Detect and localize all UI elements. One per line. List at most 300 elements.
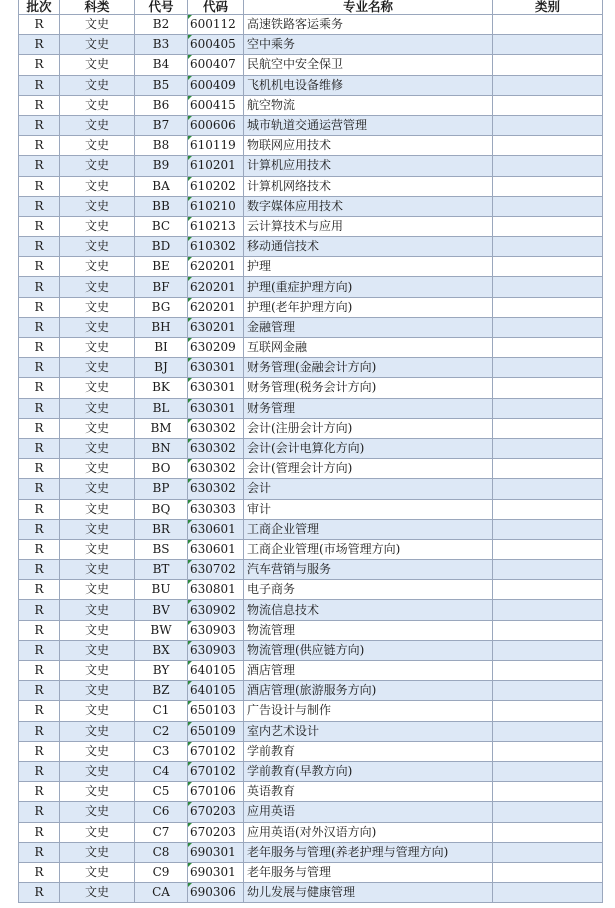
major-code-text: 630702 — [190, 562, 236, 577]
cell-category[interactable] — [493, 499, 603, 519]
cell-batch[interactable]: R — [19, 519, 60, 539]
cell-major-name[interactable]: 计算机应用技术 — [244, 156, 493, 176]
cell-major-name[interactable]: 护理(重症护理方向) — [244, 277, 493, 297]
cell-category[interactable] — [493, 95, 603, 115]
cell-major-name[interactable]: 学前教育(早教方向) — [244, 761, 493, 781]
cell-code[interactable]: B9 — [135, 156, 188, 176]
cell-batch[interactable]: R — [19, 297, 60, 317]
cell-category[interactable] — [493, 277, 603, 297]
cell-category[interactable] — [493, 580, 603, 600]
cell-major-code[interactable] — [188, 661, 244, 681]
cell-major-name[interactable]: 会计(会计电算化方向) — [244, 438, 493, 458]
cell-category[interactable] — [493, 398, 603, 418]
cell-subject[interactable]: 文史 — [60, 75, 135, 95]
cell-subject[interactable]: 文史 — [60, 297, 135, 317]
header-batch[interactable]: 批次 — [19, 0, 60, 15]
cell-subject[interactable]: 文史 — [60, 560, 135, 580]
cell-category[interactable] — [493, 883, 603, 903]
cell-major-code[interactable] — [188, 620, 244, 640]
cell-code[interactable]: C2 — [135, 721, 188, 741]
cell-code[interactable]: BG — [135, 297, 188, 317]
cell-major-code[interactable] — [188, 156, 244, 176]
cell-category[interactable] — [493, 338, 603, 358]
cell-batch[interactable]: R — [19, 237, 60, 257]
cell-code[interactable]: BU — [135, 580, 188, 600]
cell-subject[interactable]: 文史 — [60, 822, 135, 842]
cell-subject[interactable]: 文史 — [60, 237, 135, 257]
cell-subject[interactable]: 文史 — [60, 418, 135, 438]
cell-major-code[interactable] — [188, 479, 244, 499]
cell-major-name[interactable]: 计算机网络技术 — [244, 176, 493, 196]
cell-major-name[interactable]: 应用英语 — [244, 802, 493, 822]
cell-code[interactable]: BK — [135, 378, 188, 398]
text-number-warning-icon — [188, 378, 192, 382]
cell-category[interactable] — [493, 459, 603, 479]
cell-major-name[interactable]: 酒店管理 — [244, 661, 493, 681]
cell-category[interactable] — [493, 156, 603, 176]
cell-category[interactable] — [493, 761, 603, 781]
cell-major-code[interactable] — [188, 721, 244, 741]
header-major-name[interactable]: 专业名称 — [244, 0, 493, 15]
cell-batch[interactable]: R — [19, 701, 60, 721]
cell-major-name[interactable]: 云计算技术与应用 — [244, 216, 493, 236]
cell-code[interactable]: B4 — [135, 55, 188, 75]
cell-code[interactable]: B3 — [135, 35, 188, 55]
cell-code[interactable]: C8 — [135, 842, 188, 862]
cell-code[interactable]: BP — [135, 479, 188, 499]
cell-major-code[interactable] — [188, 883, 244, 903]
table-row — [19, 620, 603, 640]
text-number-warning-icon — [188, 257, 192, 261]
major-code-text: 620201 — [190, 259, 236, 274]
cell-category[interactable] — [493, 15, 603, 35]
cell-batch[interactable]: R — [19, 216, 60, 236]
cell-major-code[interactable] — [188, 761, 244, 781]
text-number-warning-icon — [188, 863, 192, 867]
cell-batch[interactable]: R — [19, 640, 60, 660]
cell-subject[interactable]: 文史 — [60, 55, 135, 75]
cell-major-name[interactable]: 应用英语(对外汉语方向) — [244, 822, 493, 842]
cell-batch[interactable]: R — [19, 479, 60, 499]
cell-code[interactable]: C3 — [135, 741, 188, 761]
header-subject[interactable]: 科类 — [60, 0, 135, 15]
cell-major-name[interactable]: 工商企业管理(市场管理方向) — [244, 539, 493, 559]
cell-major-name[interactable]: 广告设计与制作 — [244, 701, 493, 721]
cell-major-code[interactable] — [188, 75, 244, 95]
cell-batch[interactable]: R — [19, 55, 60, 75]
cell-subject[interactable]: 文史 — [60, 15, 135, 35]
header-code[interactable]: 代号 — [135, 0, 188, 15]
cell-category[interactable] — [493, 701, 603, 721]
cell-category[interactable] — [493, 802, 603, 822]
table-row — [19, 196, 603, 216]
cell-major-name[interactable]: 老年服务与管理(养老护理与管理方向) — [244, 842, 493, 862]
cell-subject[interactable]: 文史 — [60, 862, 135, 882]
cell-code[interactable]: BB — [135, 196, 188, 216]
cell-category[interactable] — [493, 842, 603, 862]
cell-batch[interactable]: R — [19, 883, 60, 903]
cell-category[interactable] — [493, 317, 603, 337]
cell-subject[interactable]: 文史 — [60, 681, 135, 701]
cell-code[interactable]: CA — [135, 883, 188, 903]
cell-major-name[interactable]: 汽车营销与服务 — [244, 560, 493, 580]
cell-major-name[interactable]: 会计 — [244, 479, 493, 499]
cell-subject[interactable]: 文史 — [60, 802, 135, 822]
cell-code[interactable]: C4 — [135, 761, 188, 781]
cell-subject[interactable]: 文史 — [60, 620, 135, 640]
text-number-warning-icon — [188, 540, 192, 544]
cell-subject[interactable]: 文史 — [60, 883, 135, 903]
cell-code[interactable]: BX — [135, 640, 188, 660]
cell-category[interactable] — [493, 438, 603, 458]
cell-batch[interactable]: R — [19, 681, 60, 701]
cell-major-name[interactable]: 酒店管理(旅游服务方向) — [244, 681, 493, 701]
cell-batch[interactable]: R — [19, 822, 60, 842]
cell-code[interactable]: C9 — [135, 862, 188, 882]
text-number-warning-icon — [188, 217, 192, 221]
cell-major-code[interactable] — [188, 216, 244, 236]
cell-major-name[interactable]: 移动通信技术 — [244, 237, 493, 257]
cell-batch[interactable]: R — [19, 338, 60, 358]
major-code-text: 630209 — [190, 340, 236, 355]
cell-batch[interactable]: R — [19, 620, 60, 640]
cell-batch[interactable]: R — [19, 600, 60, 620]
cell-major-name[interactable]: 财务管理(税务会计方向) — [244, 378, 493, 398]
table-row — [19, 156, 603, 176]
cell-subject[interactable]: 文史 — [60, 640, 135, 660]
cell-code[interactable]: BA — [135, 176, 188, 196]
cell-major-code[interactable] — [188, 55, 244, 75]
cell-major-code[interactable] — [188, 519, 244, 539]
cell-subject[interactable]: 文史 — [60, 95, 135, 115]
cell-category[interactable] — [493, 196, 603, 216]
text-number-warning-icon — [188, 399, 192, 403]
cell-subject[interactable]: 文史 — [60, 35, 135, 55]
text-number-warning-icon — [188, 298, 192, 302]
cell-major-code[interactable] — [188, 317, 244, 337]
cell-subject[interactable]: 文史 — [60, 600, 135, 620]
cell-major-code[interactable] — [188, 196, 244, 216]
cell-code[interactable]: BE — [135, 257, 188, 277]
cell-category[interactable] — [493, 822, 603, 842]
cell-batch[interactable]: R — [19, 741, 60, 761]
cell-major-code[interactable] — [188, 378, 244, 398]
cell-category[interactable] — [493, 661, 603, 681]
cell-code[interactable]: BJ — [135, 358, 188, 378]
cell-code[interactable]: BY — [135, 661, 188, 681]
cell-batch[interactable]: R — [19, 257, 60, 277]
cell-batch[interactable]: R — [19, 95, 60, 115]
cell-batch[interactable]: R — [19, 459, 60, 479]
cell-batch[interactable]: R — [19, 196, 60, 216]
text-number-warning-icon — [188, 500, 192, 504]
cell-code[interactable]: BO — [135, 459, 188, 479]
table-row — [19, 398, 603, 418]
cell-code[interactable]: BC — [135, 216, 188, 236]
cell-subject[interactable]: 文史 — [60, 136, 135, 156]
cell-code[interactable]: BT — [135, 560, 188, 580]
cell-subject[interactable]: 文史 — [60, 701, 135, 721]
cell-category[interactable] — [493, 782, 603, 802]
cell-major-code[interactable] — [188, 681, 244, 701]
cell-major-name[interactable]: 城市轨道交通运营管理 — [244, 115, 493, 135]
cell-subject[interactable]: 文史 — [60, 257, 135, 277]
cell-major-name[interactable]: 室内艺术设计 — [244, 721, 493, 741]
cell-code[interactable]: B6 — [135, 95, 188, 115]
cell-category[interactable] — [493, 216, 603, 236]
cell-subject[interactable]: 文史 — [60, 438, 135, 458]
major-code-text: 690301 — [190, 844, 236, 859]
cell-subject[interactable]: 文史 — [60, 277, 135, 297]
cell-major-name[interactable]: 英语教育 — [244, 782, 493, 802]
cell-batch[interactable]: R — [19, 418, 60, 438]
cell-code[interactable]: B7 — [135, 115, 188, 135]
cell-major-name[interactable]: 护理 — [244, 257, 493, 277]
cell-subject[interactable]: 文史 — [60, 459, 135, 479]
cell-batch[interactable]: R — [19, 115, 60, 135]
cell-major-code[interactable] — [188, 782, 244, 802]
cell-category[interactable] — [493, 257, 603, 277]
cell-major-name[interactable]: 互联网金融 — [244, 338, 493, 358]
cell-code[interactable]: C1 — [135, 701, 188, 721]
cell-category[interactable] — [493, 620, 603, 640]
cell-category[interactable] — [493, 75, 603, 95]
cell-batch[interactable]: R — [19, 661, 60, 681]
cell-major-code[interactable] — [188, 176, 244, 196]
cell-major-code[interactable] — [188, 237, 244, 257]
cell-major-code[interactable] — [188, 15, 244, 35]
cell-subject[interactable]: 文史 — [60, 661, 135, 681]
cell-major-name[interactable]: 学前教育 — [244, 741, 493, 761]
cell-major-name[interactable]: 工商企业管理 — [244, 519, 493, 539]
table-row — [19, 176, 603, 196]
cell-category[interactable] — [493, 136, 603, 156]
cell-batch[interactable]: R — [19, 842, 60, 862]
cell-batch[interactable]: R — [19, 539, 60, 559]
cell-code[interactable]: BD — [135, 237, 188, 257]
cell-major-name[interactable]: 金融管理 — [244, 317, 493, 337]
cell-subject[interactable]: 文史 — [60, 580, 135, 600]
cell-category[interactable] — [493, 741, 603, 761]
cell-major-name[interactable]: 民航空中安全保卫 — [244, 55, 493, 75]
cell-major-code[interactable] — [188, 560, 244, 580]
cell-major-code[interactable] — [188, 862, 244, 882]
cell-batch[interactable]: R — [19, 317, 60, 337]
cell-major-code[interactable] — [188, 499, 244, 519]
cell-subject[interactable]: 文史 — [60, 479, 135, 499]
major-code-text: 610202 — [190, 178, 236, 193]
cell-major-code[interactable] — [188, 539, 244, 559]
cell-major-name[interactable]: 财务管理(金融会计方向) — [244, 358, 493, 378]
cell-batch[interactable]: R — [19, 176, 60, 196]
cell-category[interactable] — [493, 600, 603, 620]
table-row — [19, 640, 603, 660]
cell-category[interactable] — [493, 519, 603, 539]
cell-subject[interactable]: 文史 — [60, 741, 135, 761]
cell-major-code[interactable] — [188, 741, 244, 761]
cell-batch[interactable]: R — [19, 499, 60, 519]
cell-major-code[interactable] — [188, 95, 244, 115]
cell-code[interactable]: C5 — [135, 782, 188, 802]
cell-subject[interactable]: 文史 — [60, 317, 135, 337]
cell-batch[interactable]: R — [19, 75, 60, 95]
cell-code[interactable]: BQ — [135, 499, 188, 519]
cell-major-code[interactable] — [188, 35, 244, 55]
cell-batch[interactable]: R — [19, 35, 60, 55]
header-major-code[interactable]: 代码 — [188, 0, 244, 15]
cell-code[interactable]: BV — [135, 600, 188, 620]
cell-batch[interactable]: R — [19, 398, 60, 418]
cell-category[interactable] — [493, 721, 603, 741]
cell-major-code[interactable] — [188, 277, 244, 297]
cell-code[interactable]: C6 — [135, 802, 188, 822]
cell-code[interactable]: BS — [135, 539, 188, 559]
cell-code[interactable]: BI — [135, 338, 188, 358]
cell-category[interactable] — [493, 115, 603, 135]
table-row — [19, 237, 603, 257]
cell-major-code[interactable] — [188, 580, 244, 600]
cell-major-name[interactable]: 财务管理 — [244, 398, 493, 418]
cell-subject[interactable]: 文史 — [60, 761, 135, 781]
cell-subject[interactable]: 文史 — [60, 842, 135, 862]
cell-subject[interactable]: 文史 — [60, 539, 135, 559]
cell-major-code[interactable] — [188, 822, 244, 842]
cell-major-code[interactable] — [188, 701, 244, 721]
cell-major-name[interactable]: 会计(管理会计方向) — [244, 459, 493, 479]
cell-code[interactable]: B2 — [135, 15, 188, 35]
cell-batch[interactable]: R — [19, 15, 60, 35]
cell-major-name[interactable]: 护理(老年护理方向) — [244, 297, 493, 317]
cell-category[interactable] — [493, 479, 603, 499]
text-number-warning-icon — [188, 338, 192, 342]
cell-batch[interactable]: R — [19, 277, 60, 297]
cell-major-code[interactable] — [188, 802, 244, 822]
cell-batch[interactable]: R — [19, 136, 60, 156]
cell-major-name[interactable]: 空中乘务 — [244, 35, 493, 55]
cell-code[interactable]: BH — [135, 317, 188, 337]
cell-code[interactable]: B5 — [135, 75, 188, 95]
cell-category[interactable] — [493, 176, 603, 196]
cell-batch[interactable]: R — [19, 802, 60, 822]
cell-subject[interactable]: 文史 — [60, 721, 135, 741]
cell-batch[interactable]: R — [19, 358, 60, 378]
cell-batch[interactable]: R — [19, 782, 60, 802]
cell-code[interactable]: BM — [135, 418, 188, 438]
cell-major-name[interactable]: 会计(注册会计方向) — [244, 418, 493, 438]
cell-major-name[interactable]: 物流信息技术 — [244, 600, 493, 620]
cell-major-code[interactable] — [188, 640, 244, 660]
cell-code[interactable]: C7 — [135, 822, 188, 842]
cell-major-name[interactable]: 物流管理(供应链方向) — [244, 640, 493, 660]
cell-category[interactable] — [493, 378, 603, 398]
cell-batch[interactable]: R — [19, 438, 60, 458]
table-row — [19, 479, 603, 499]
cell-code[interactable]: B8 — [135, 136, 188, 156]
cell-batch[interactable]: R — [19, 378, 60, 398]
cell-category[interactable] — [493, 681, 603, 701]
cell-category[interactable] — [493, 237, 603, 257]
cell-subject[interactable]: 文史 — [60, 176, 135, 196]
cell-batch[interactable]: R — [19, 761, 60, 781]
cell-subject[interactable]: 文史 — [60, 216, 135, 236]
cell-code[interactable]: BF — [135, 277, 188, 297]
cell-major-code[interactable] — [188, 338, 244, 358]
cell-subject[interactable]: 文史 — [60, 358, 135, 378]
cell-major-code[interactable] — [188, 842, 244, 862]
cell-category[interactable] — [493, 539, 603, 559]
cell-major-name[interactable]: 航空物流 — [244, 95, 493, 115]
cell-category[interactable] — [493, 358, 603, 378]
cell-subject[interactable]: 文史 — [60, 782, 135, 802]
cell-subject[interactable]: 文史 — [60, 338, 135, 358]
cell-major-code[interactable] — [188, 418, 244, 438]
cell-subject[interactable]: 文史 — [60, 196, 135, 216]
cell-major-name[interactable]: 高速铁路客运乘务 — [244, 15, 493, 35]
cell-code[interactable]: BR — [135, 519, 188, 539]
text-number-warning-icon — [188, 55, 192, 59]
cell-major-code[interactable] — [188, 600, 244, 620]
cell-category[interactable] — [493, 297, 603, 317]
cell-subject[interactable]: 文史 — [60, 499, 135, 519]
cell-subject[interactable]: 文史 — [60, 115, 135, 135]
cell-major-code[interactable] — [188, 257, 244, 277]
table-row — [19, 95, 603, 115]
major-code-text: 620201 — [190, 299, 236, 314]
major-code-text: 630601 — [190, 521, 236, 536]
cell-major-code[interactable] — [188, 297, 244, 317]
cell-batch[interactable]: R — [19, 560, 60, 580]
cell-major-code[interactable] — [188, 358, 244, 378]
cell-code[interactable]: BW — [135, 620, 188, 640]
cell-subject[interactable]: 文史 — [60, 398, 135, 418]
cell-major-name[interactable]: 物流管理 — [244, 620, 493, 640]
cell-batch[interactable]: R — [19, 580, 60, 600]
cell-category[interactable] — [493, 640, 603, 660]
cell-major-code[interactable] — [188, 136, 244, 156]
cell-major-name[interactable]: 物联网应用技术 — [244, 136, 493, 156]
cell-category[interactable] — [493, 35, 603, 55]
text-number-warning-icon — [188, 419, 192, 423]
cell-batch[interactable]: R — [19, 862, 60, 882]
cell-major-code[interactable] — [188, 459, 244, 479]
cell-subject[interactable]: 文史 — [60, 156, 135, 176]
cell-major-name[interactable]: 幼儿发展与健康管理 — [244, 883, 493, 903]
text-number-warning-icon — [188, 318, 192, 322]
cell-batch[interactable]: R — [19, 721, 60, 741]
cell-major-name[interactable]: 数字媒体应用技术 — [244, 196, 493, 216]
cell-major-name[interactable]: 老年服务与管理 — [244, 862, 493, 882]
cell-code[interactable]: BL — [135, 398, 188, 418]
cell-subject[interactable]: 文史 — [60, 519, 135, 539]
major-code-text: 670106 — [190, 784, 236, 799]
cell-major-name[interactable]: 电子商务 — [244, 580, 493, 600]
cell-code[interactable]: BN — [135, 438, 188, 458]
cell-category[interactable] — [493, 862, 603, 882]
cell-major-code[interactable] — [188, 115, 244, 135]
cell-major-name[interactable]: 飞机机电设备维修 — [244, 75, 493, 95]
header-category[interactable]: 类别 — [493, 0, 603, 15]
cell-category[interactable] — [493, 560, 603, 580]
cell-major-name[interactable]: 审计 — [244, 499, 493, 519]
major-code-text: 630303 — [190, 501, 236, 516]
cell-subject[interactable]: 文史 — [60, 378, 135, 398]
cell-major-code[interactable] — [188, 438, 244, 458]
cell-batch[interactable]: R — [19, 156, 60, 176]
cell-category[interactable] — [493, 55, 603, 75]
cell-category[interactable] — [493, 418, 603, 438]
cell-major-code[interactable] — [188, 398, 244, 418]
cell-code[interactable]: BZ — [135, 681, 188, 701]
